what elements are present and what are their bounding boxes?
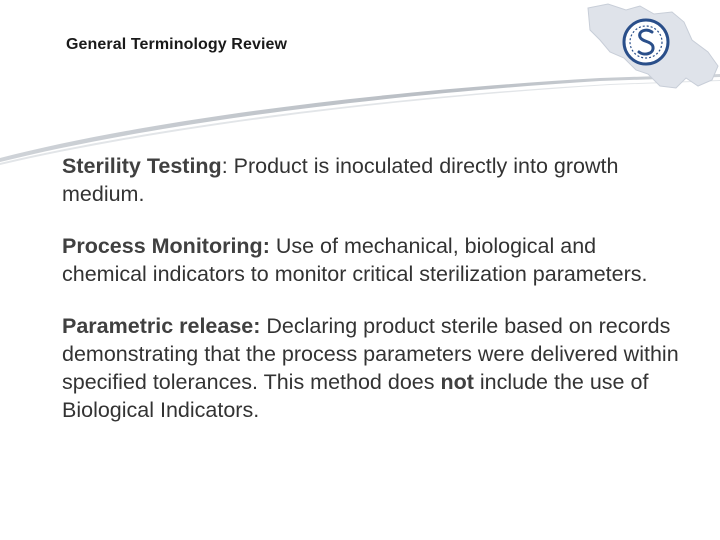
- definition-parametric-release-start: Declaring product sterile based on records demonstrating that the process parameters were delivered within specified tolerances. This method does: [62, 314, 679, 394]
- paragraph-parametric-release: [62, 312, 682, 424]
- definition-sterility-testing: : Product is inoculated directly into growth medium.: [62, 154, 619, 206]
- term-sterility-testing: Sterility Testing: [62, 154, 222, 178]
- definition-process-monitoring: Use of mechanical, biological and chemical indicators to monitor critical sterilization parameters.: [62, 234, 648, 286]
- emphasis-not: not: [440, 370, 474, 394]
- paragraph-process-monitoring: [62, 232, 682, 288]
- term-parametric-release: Parametric release:: [62, 314, 261, 338]
- body-text: [62, 152, 682, 448]
- definition-parametric-release-end: include the use of Biological Indicators.: [62, 370, 649, 422]
- paragraph-sterility-testing: [62, 152, 682, 208]
- term-process-monitoring: Process Monitoring:: [62, 234, 270, 258]
- ontario-map-seal-icon: [580, 0, 720, 95]
- page-title: General Terminology Review: [66, 36, 288, 53]
